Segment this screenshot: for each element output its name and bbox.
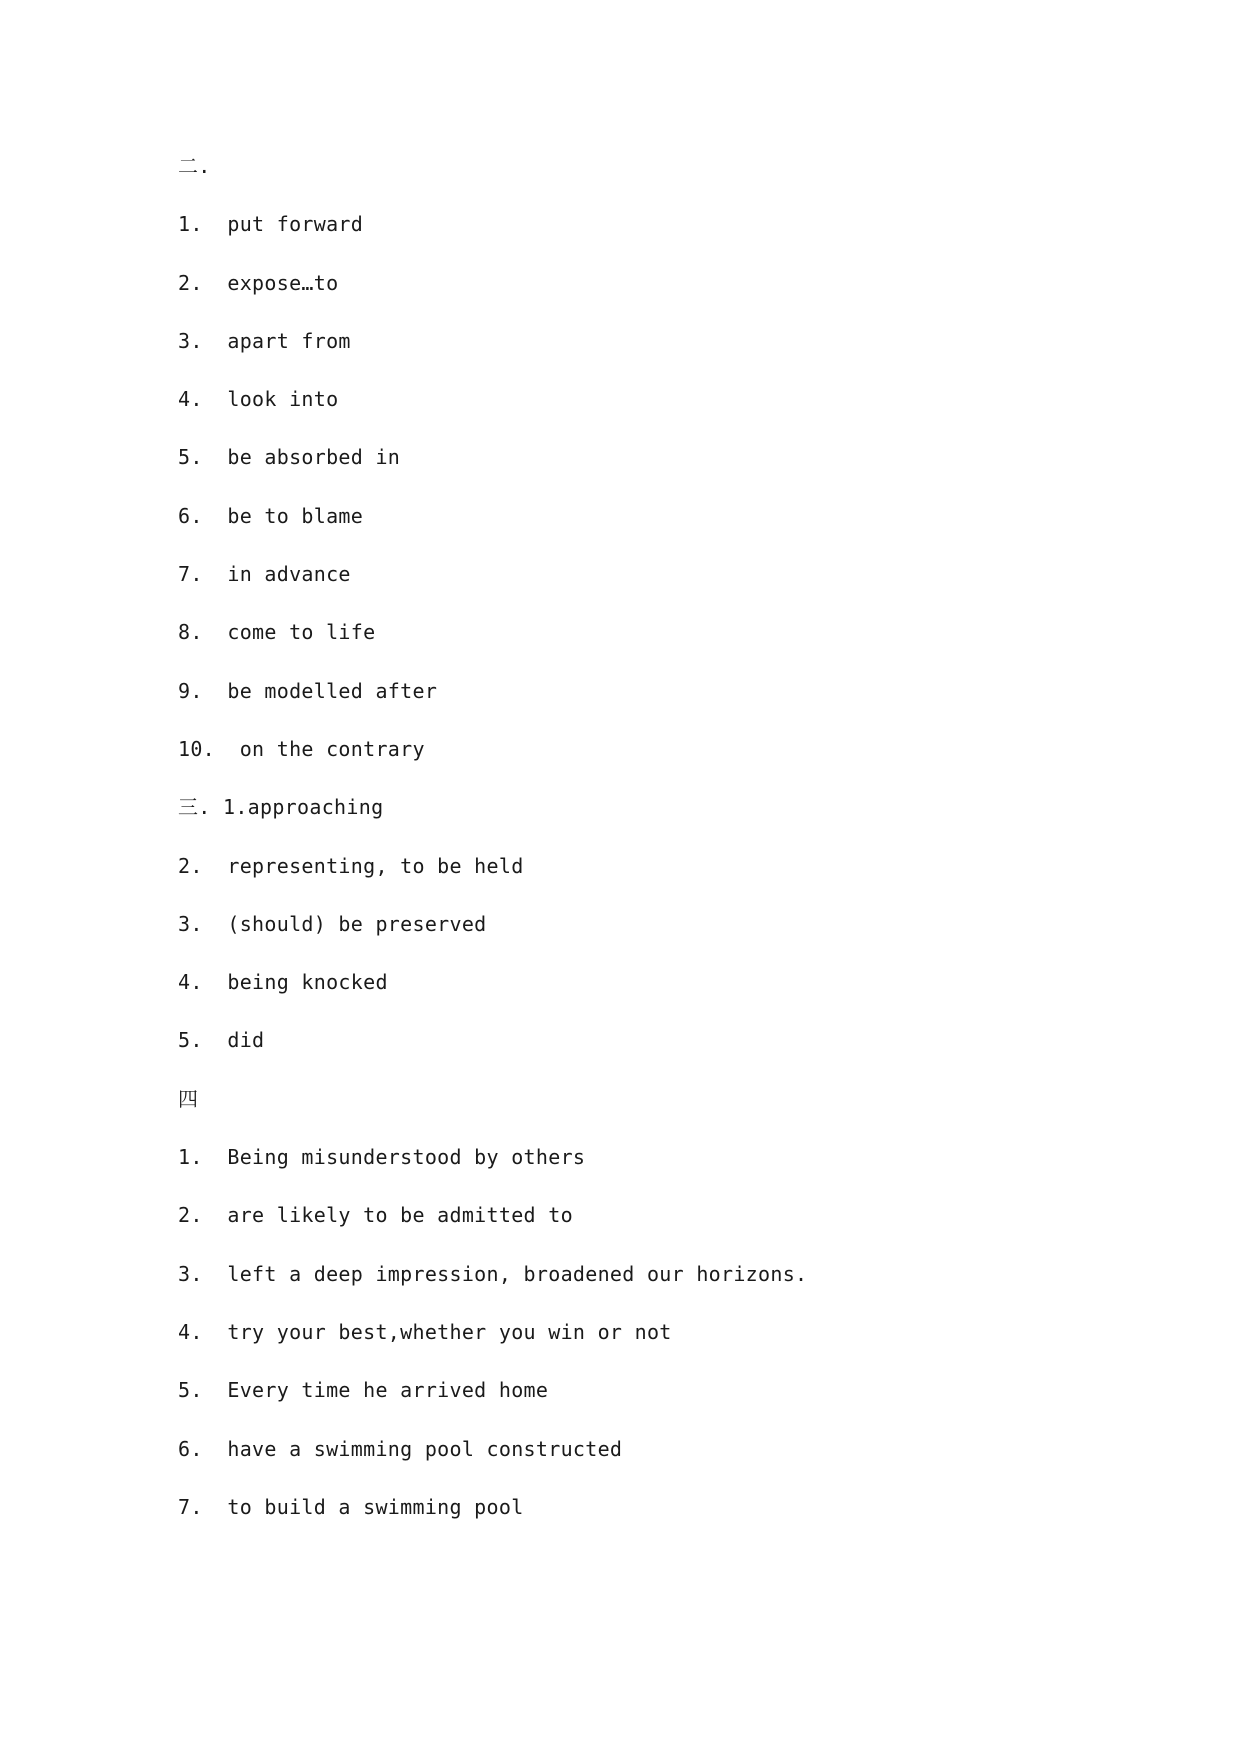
answer-line: 3. (should) be preserved — [178, 911, 487, 936]
answer-line: 2. expose…to — [178, 270, 339, 295]
answer-line: 4. look into — [178, 387, 339, 412]
answer-line: 6. be to blame — [178, 503, 364, 528]
answer-line: 8. come to life — [178, 620, 376, 645]
answer-line: 9. be modelled after — [178, 678, 438, 703]
section-heading-2: 二. — [178, 154, 211, 178]
answer-line: 7. in advance — [178, 562, 351, 587]
answer-line: 4. try your best,whether you win or not — [178, 1319, 672, 1344]
answer-line: 3. left a deep impression, broadened our horizons. — [178, 1261, 808, 1286]
answer-line: 1. Being misunderstood by others — [178, 1145, 586, 1170]
section-heading-3: 三. 1.approaching — [178, 795, 384, 820]
answer-line: 5. be absorbed in — [178, 445, 401, 470]
answer-line: 2. representing, to be held — [178, 853, 524, 878]
answer-list — [178, 153, 1078, 1552]
answer-line: 7. to build a swimming pool — [178, 1494, 524, 1519]
answer-line: 6. have a swimming pool constructed — [178, 1436, 623, 1461]
answer-line: 4. being knocked — [178, 970, 388, 995]
answer-line: 3. apart from — [178, 328, 351, 353]
section-heading-4: 四 — [178, 1086, 199, 1111]
answer-line: 2. are likely to be admitted to — [178, 1203, 573, 1228]
answer-line: 5. Every time he arrived home — [178, 1378, 549, 1403]
answer-line: 10. on the contrary — [178, 736, 425, 761]
answer-line: 5. did — [178, 1028, 265, 1053]
answer-line: 1. put forward — [178, 212, 364, 237]
